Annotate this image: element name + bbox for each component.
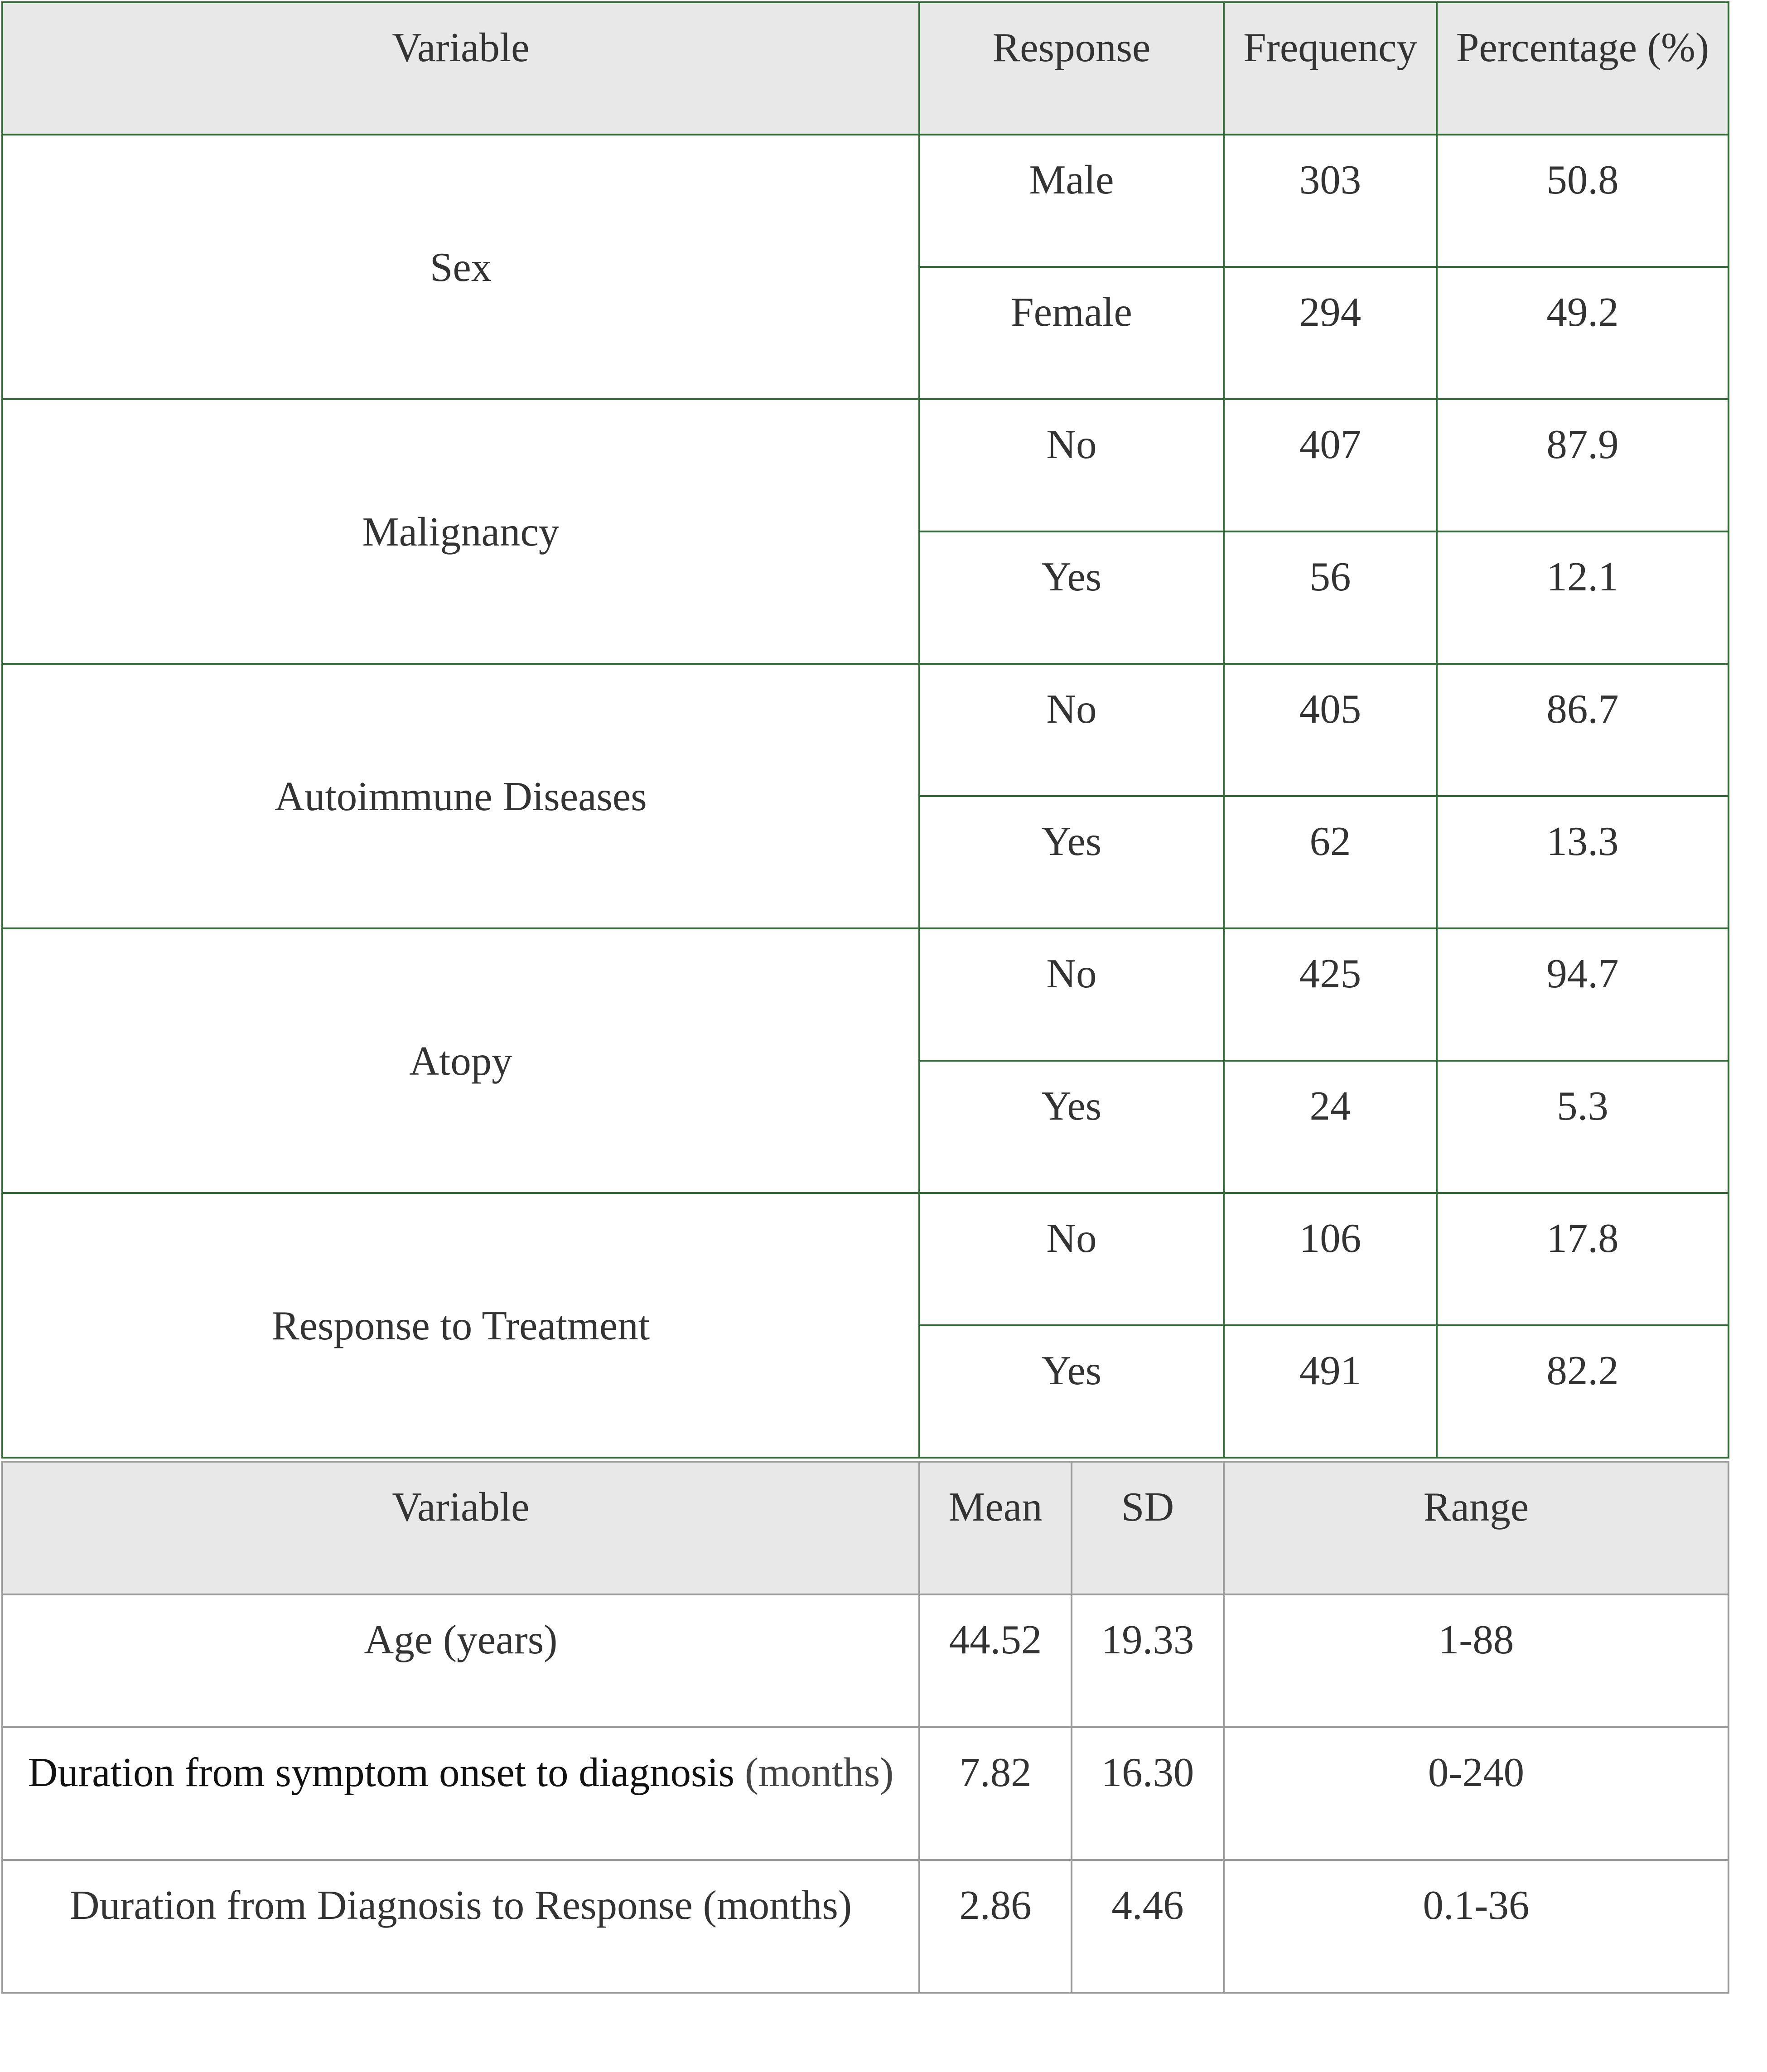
variable-age: Age (years) bbox=[2, 1594, 919, 1727]
header-variable: Variable bbox=[2, 1462, 919, 1594]
response-cell: No bbox=[919, 1193, 1224, 1325]
header-percentage: Percentage (%) bbox=[1437, 2, 1728, 135]
table-row bbox=[2, 399, 1728, 531]
frequency-cell: 405 bbox=[1224, 664, 1437, 796]
frequency-cell: 303 bbox=[1224, 135, 1437, 267]
table-row bbox=[2, 928, 1728, 1061]
response-cell: No bbox=[919, 928, 1224, 1061]
variable-main-text: Duration from symptom onset to diagnosis bbox=[28, 1749, 735, 1795]
percentage-cell: 86.7 bbox=[1437, 664, 1728, 796]
table-row bbox=[2, 135, 1728, 267]
percentage-cell: 13.3 bbox=[1437, 796, 1728, 928]
frequency-cell: 106 bbox=[1224, 1193, 1437, 1325]
mean-cell: 7.82 bbox=[919, 1727, 1072, 1860]
response-cell: Male bbox=[919, 135, 1224, 267]
table-header-row bbox=[2, 1462, 1728, 1594]
header-sd: SD bbox=[1072, 1462, 1224, 1594]
frequency-cell: 425 bbox=[1224, 928, 1437, 1061]
response-cell: Yes bbox=[919, 1061, 1224, 1193]
sd-cell: 19.33 bbox=[1072, 1594, 1224, 1727]
sd-cell: 4.46 bbox=[1072, 1860, 1224, 1993]
table-row bbox=[2, 1193, 1728, 1325]
mean-cell: 44.52 bbox=[919, 1594, 1072, 1727]
response-cell: Yes bbox=[919, 796, 1224, 928]
percentage-cell: 49.2 bbox=[1437, 267, 1728, 399]
percentage-cell: 82.2 bbox=[1437, 1325, 1728, 1458]
response-cell: No bbox=[919, 664, 1224, 796]
percentage-cell: 17.8 bbox=[1437, 1193, 1728, 1325]
range-cell: 0-240 bbox=[1224, 1727, 1728, 1860]
variable-malignancy: Malignancy bbox=[2, 399, 919, 664]
frequency-cell: 62 bbox=[1224, 796, 1437, 928]
sd-cell: 16.30 bbox=[1072, 1727, 1224, 1860]
variable-duration-onset-to-diagnosis bbox=[2, 1727, 919, 1860]
response-cell: No bbox=[919, 399, 1224, 531]
response-cell: Female bbox=[919, 267, 1224, 399]
table-row bbox=[2, 1594, 1728, 1727]
percentage-cell: 94.7 bbox=[1437, 928, 1728, 1061]
frequency-cell: 294 bbox=[1224, 267, 1437, 399]
range-cell: 0.1-36 bbox=[1224, 1860, 1728, 1993]
continuous-variables-table bbox=[1, 1461, 1729, 1994]
frequency-cell: 491 bbox=[1224, 1325, 1437, 1458]
header-variable: Variable bbox=[2, 2, 919, 135]
variable-autoimmune-diseases: Autoimmune Diseases bbox=[2, 664, 919, 928]
percentage-cell: 5.3 bbox=[1437, 1061, 1728, 1193]
header-range: Range bbox=[1224, 1462, 1728, 1594]
percentage-cell: 50.8 bbox=[1437, 135, 1728, 267]
categorical-variables-table bbox=[1, 1, 1729, 1459]
variable-unit-text: (months) bbox=[734, 1749, 894, 1795]
frequency-cell: 407 bbox=[1224, 399, 1437, 531]
variable-atopy: Atopy bbox=[2, 928, 919, 1193]
header-response: Response bbox=[919, 2, 1224, 135]
table-header-row bbox=[2, 2, 1728, 135]
percentage-cell: 87.9 bbox=[1437, 399, 1728, 531]
response-cell: Yes bbox=[919, 1325, 1224, 1458]
header-frequency: Frequency bbox=[1224, 2, 1437, 135]
variable-duration-diagnosis-to-response: Duration from Diagnosis to Response (months) bbox=[2, 1860, 919, 1993]
header-mean: Mean bbox=[919, 1462, 1072, 1594]
percentage-cell: 12.1 bbox=[1437, 531, 1728, 664]
variable-sex: Sex bbox=[2, 135, 919, 399]
mean-cell: 2.86 bbox=[919, 1860, 1072, 1993]
range-cell: 1-88 bbox=[1224, 1594, 1728, 1727]
frequency-cell: 56 bbox=[1224, 531, 1437, 664]
response-cell: Yes bbox=[919, 531, 1224, 664]
table-row bbox=[2, 1860, 1728, 1993]
table-row bbox=[2, 1727, 1728, 1860]
frequency-cell: 24 bbox=[1224, 1061, 1437, 1193]
table-row bbox=[2, 664, 1728, 796]
variable-response-to-treatment: Response to Treatment bbox=[2, 1193, 919, 1458]
